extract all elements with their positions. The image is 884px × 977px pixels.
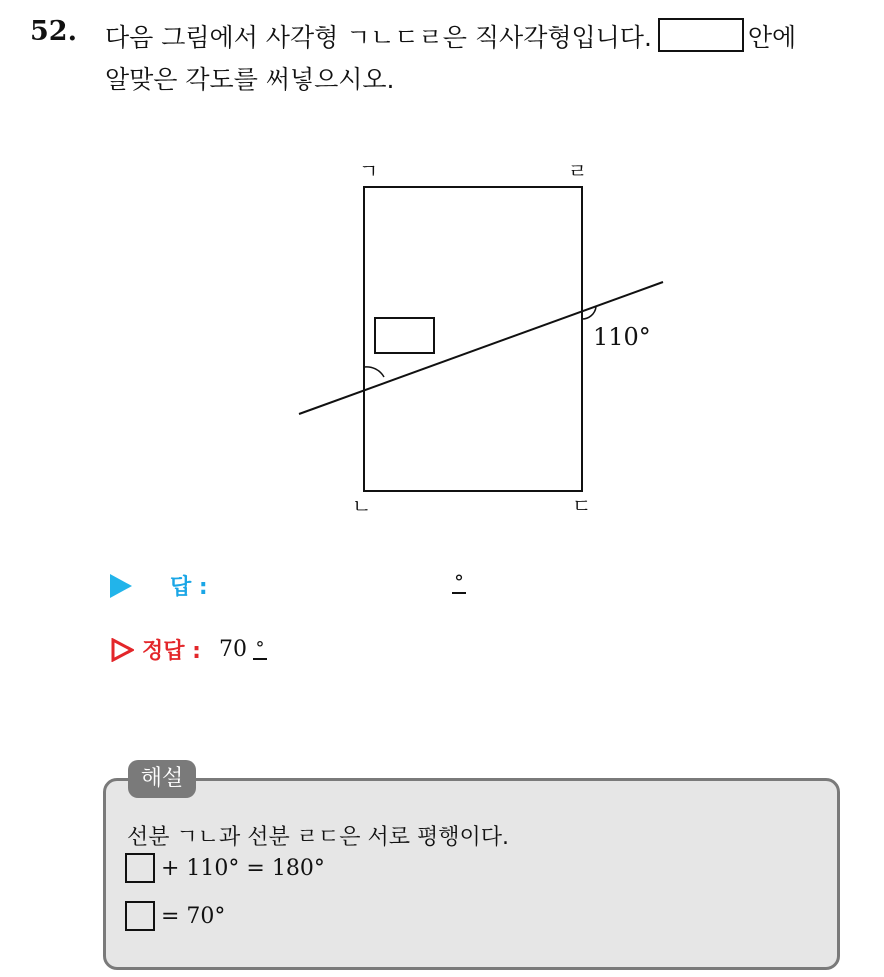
vertex-label-top-right: ㄹ (568, 159, 588, 183)
user-answer-row (110, 570, 208, 601)
explanation-line-1: 선분 ㄱㄴ과 선분 ㄹㄷ은 서로 평행이다. (127, 825, 509, 850)
question-text-after-box: 안에 (747, 23, 797, 52)
equation-blank-box (125, 853, 155, 883)
answer-label: 답 : (170, 575, 208, 600)
question-text-line-2: 알맞은 각도를 써넣으시오. (105, 65, 395, 94)
answer-degree-blank: ° (454, 570, 464, 594)
correct-answer-row (110, 634, 267, 665)
angle-arc-left (364, 367, 384, 377)
equation-1-text: + 110° = 180° (161, 855, 325, 881)
equation-blank-box (125, 901, 155, 931)
equation-2-text: = 70° (161, 903, 226, 929)
explanation-tag: 해설 (128, 760, 196, 798)
given-angle-label: 110° (593, 323, 651, 351)
correct-answer-degree: ° (253, 640, 267, 660)
rectangle-abcd (364, 187, 582, 491)
question-text-before-box: 다음 그림에서 사각형 ㄱㄴㄷㄹ은 직사각형입니다. (105, 23, 652, 52)
explanation-equation-1 (125, 853, 325, 883)
vertex-label-top-left: ㄱ (359, 159, 379, 183)
play-filled-icon (110, 574, 132, 598)
correct-answer-value: 70 (218, 637, 247, 662)
correct-answer-label: 정답 : (142, 639, 201, 664)
explanation-equation-2 (125, 901, 225, 931)
vertex-label-bottom-left: ㄴ (352, 494, 372, 518)
vertex-label-bottom-right: ㄷ (572, 494, 592, 518)
question-number: 52. (30, 16, 77, 47)
answer-box-in-figure (375, 318, 434, 353)
play-outline-icon (110, 638, 134, 662)
